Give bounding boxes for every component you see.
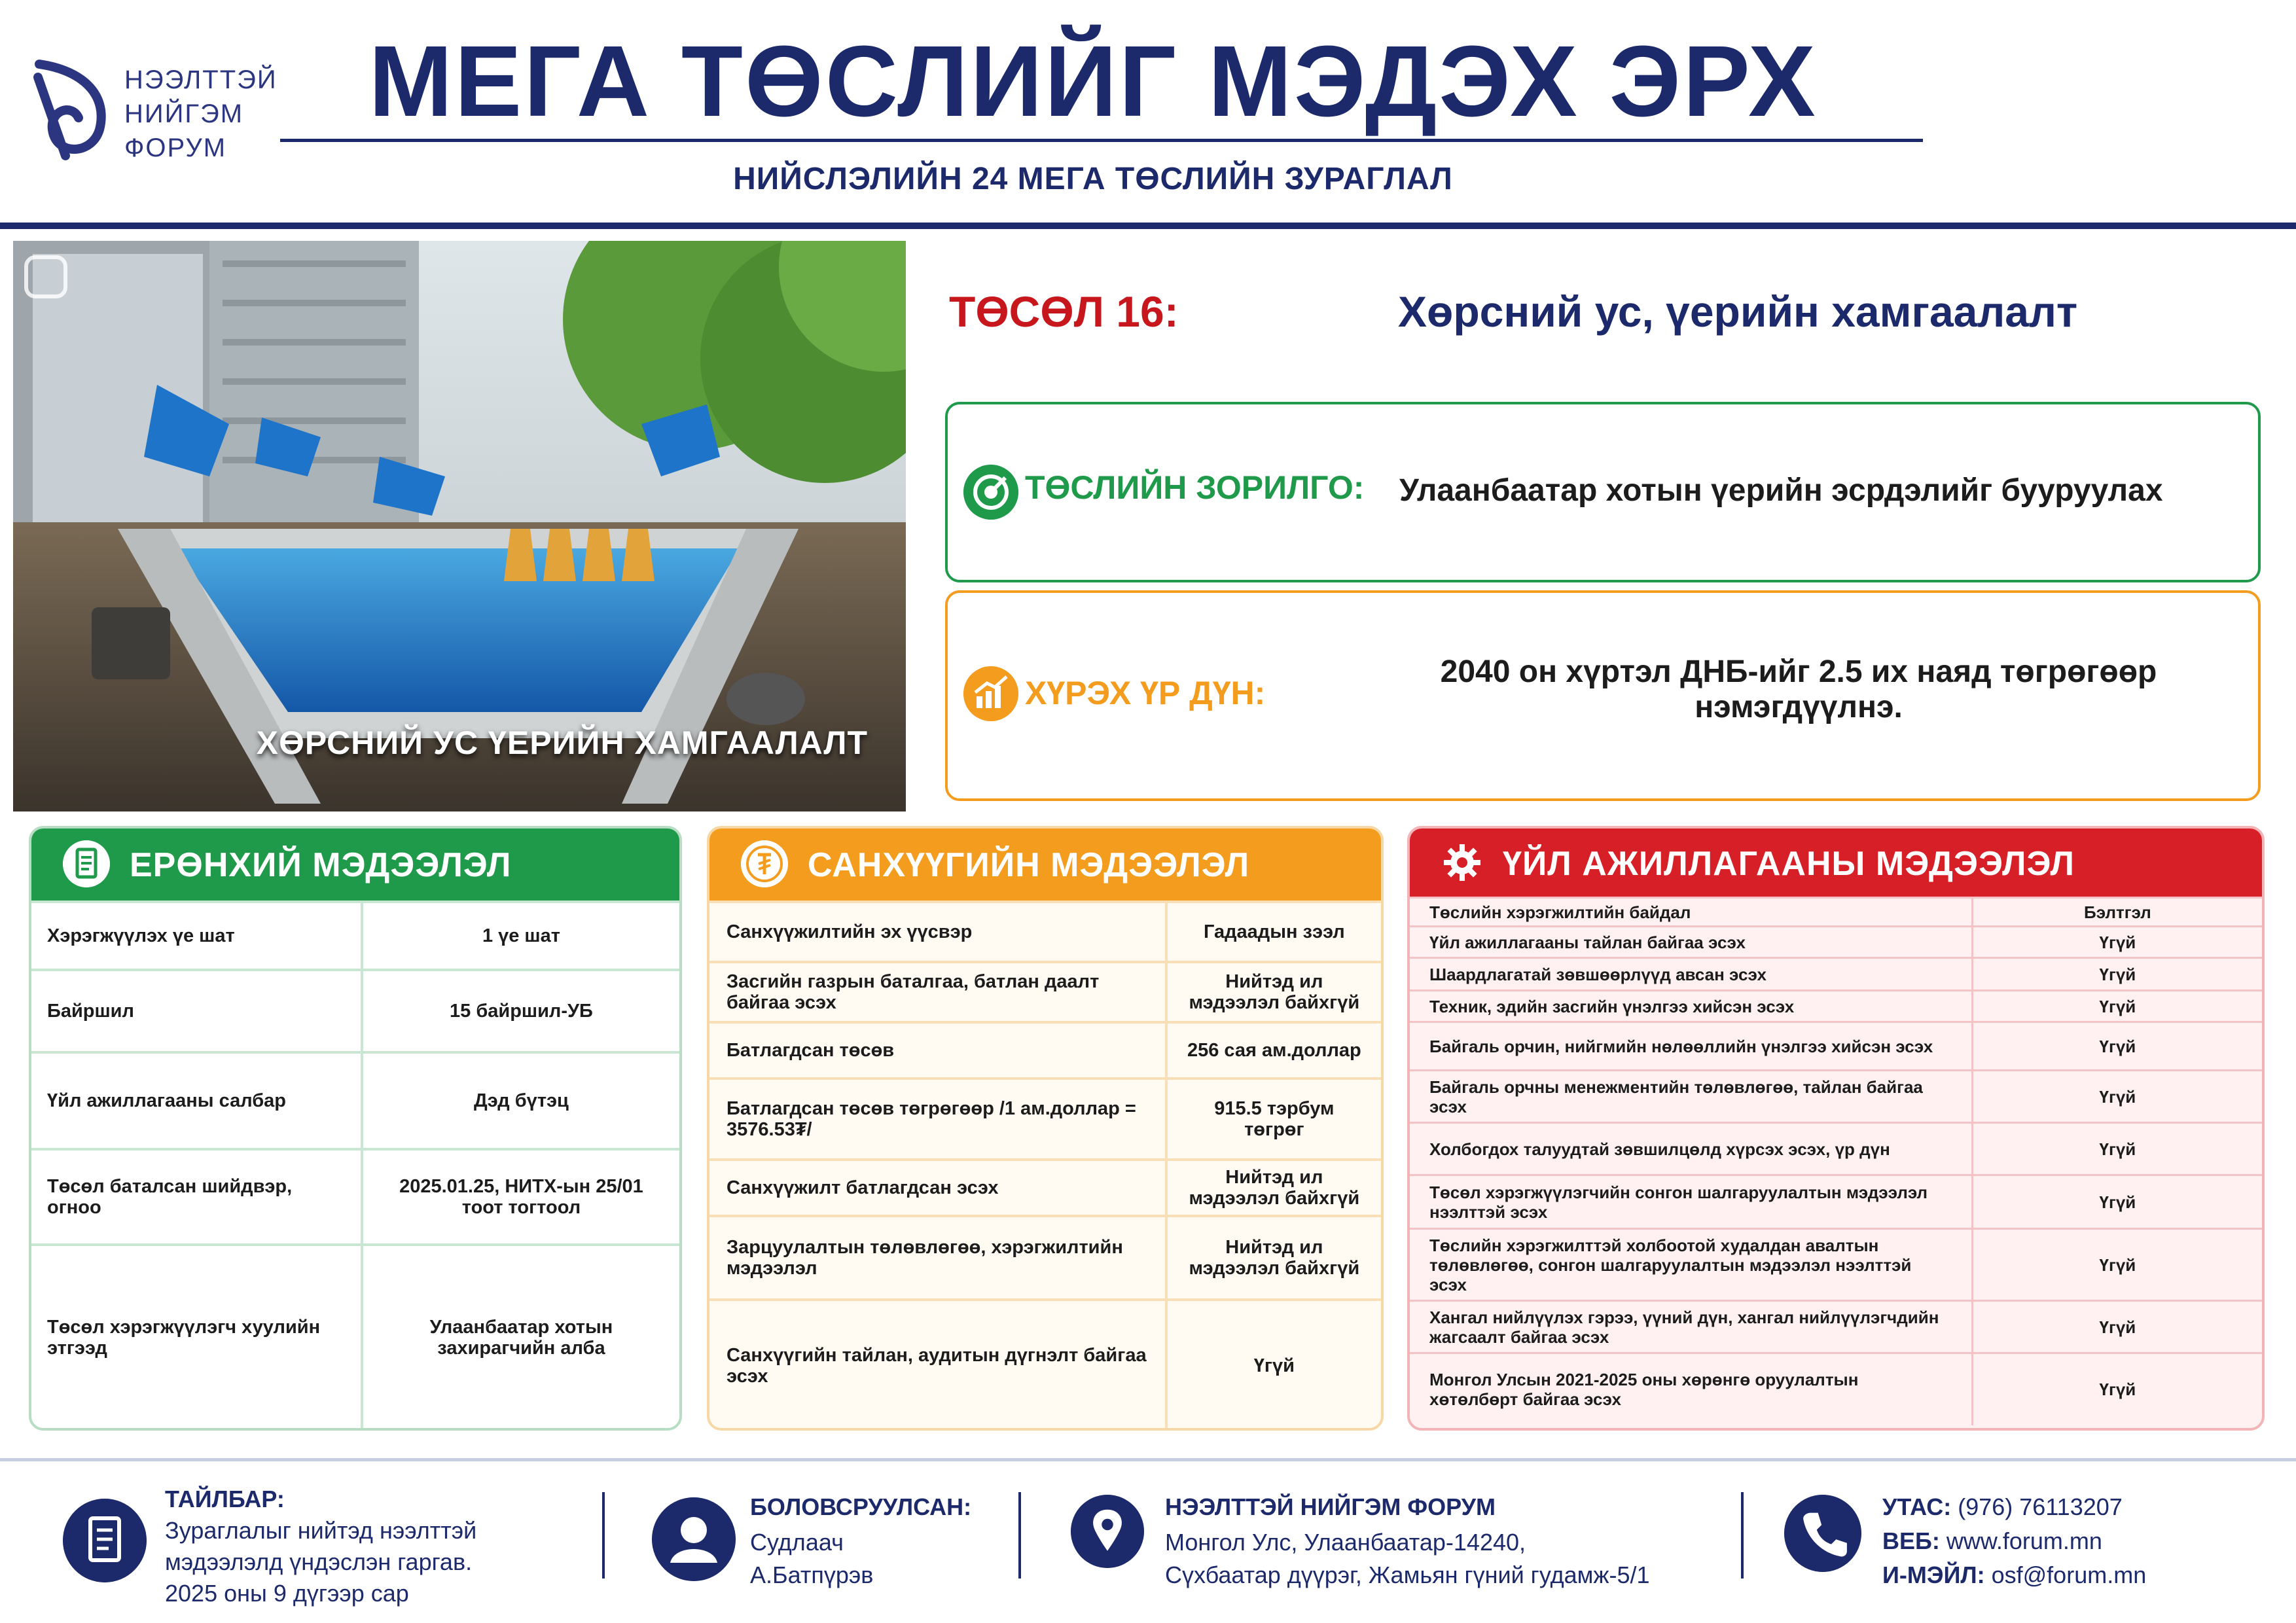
- table-row: [709, 1022, 1381, 1079]
- phone-icon: [1784, 1495, 1861, 1572]
- table-row: [709, 902, 1381, 962]
- row-value: Бэлтгэл: [1972, 898, 2262, 927]
- row-label: Төслийн хэрэгжилтийн байдал: [1410, 898, 1972, 927]
- table-row: [1410, 1353, 2262, 1425]
- row-label: Байгаль орчны менежментийн төлөвлөгөө, тайлан байгаа эсэх: [1410, 1071, 1972, 1123]
- general-info-header: [31, 829, 679, 901]
- finance-info-title: САНХҮҮГИЙН МЭДЭЭЛЭЛ: [808, 846, 1250, 884]
- row-label: Хэрэгжүүлэх үе шат: [31, 902, 362, 970]
- table-row: [709, 1160, 1381, 1216]
- row-label: Төсөл хэрэгжүүлэгчийн сонгон шалгаруулалтын мэдээлэл нээлттэй эсэх: [1410, 1175, 1972, 1229]
- org-line: Монгол Улс, Улаанбаатар-14240,: [1165, 1529, 1526, 1556]
- footer-separator: [1741, 1492, 1744, 1578]
- result-label: ХҮРЭХ ҮР ДҮН:: [1025, 675, 1266, 711]
- row-value: Нийтэд ил мэдээлэл байхгүй: [1166, 1216, 1381, 1300]
- target-icon: [963, 465, 1018, 520]
- table-row: [31, 902, 679, 970]
- activity-info-header: [1410, 829, 2262, 897]
- row-label: Санхүүгийн тайлан, аудитын дүгнэлт байгаа эсэх: [709, 1300, 1166, 1431]
- row-value: 15 байршил-УБ: [362, 970, 679, 1052]
- table-row: [1410, 1229, 2262, 1301]
- email-label: И-МЭЙЛ:: [1882, 1561, 1985, 1588]
- result-line: 2040 он хүртэл ДНБ-ийг 2.5 их наяд төгрөгөөр: [1440, 654, 2157, 689]
- document-icon: [63, 1499, 147, 1582]
- location-pin-icon: [1071, 1495, 1144, 1568]
- table-row: [1410, 991, 2262, 1022]
- org-title: НЭЭЛТТЭЙ НИЙГЭМ ФОРУМ: [1165, 1493, 1496, 1520]
- row-value: 256 сая ам.доллар: [1166, 1022, 1381, 1079]
- org-line: Сүхбаатар дүүрэг, Жамьян гүний гудамж-5/1: [1165, 1561, 1650, 1588]
- row-value: Үгүй: [1972, 1175, 2262, 1229]
- goal-label: ТӨСЛИЙН ЗОРИЛГО:: [1025, 469, 1365, 506]
- user-icon: [652, 1497, 736, 1581]
- gear-icon: [1443, 843, 1482, 882]
- note-title: ТАЙЛБАР:: [165, 1486, 285, 1512]
- project-name: Хөрсний ус, үерийн хамгаалалт: [1398, 287, 2078, 336]
- row-label: Байгаль орчин, нийгмийн нөлөөллийн үнэлгээ хийсэн эсэх: [1410, 1022, 1972, 1071]
- row-value: Дэд бүтэц: [362, 1052, 679, 1149]
- row-value: Үгүй: [1972, 1301, 2262, 1353]
- row-label: Төслийн хэрэгжилттэй холбоотой худалдан авалтын төлөвлөгөө, сонгон шалгаруулалтын мэдээлэл нээлттэй эсэх: [1410, 1229, 1972, 1301]
- goal-value: Улаанбаатар хотын үерийн эсрдэлийг бууруулах: [1399, 473, 2163, 508]
- row-label: Санхүүжилтийн эх үүсвэр: [709, 902, 1166, 962]
- table-row: [1410, 898, 2262, 927]
- result-line: нэмэгдүүлнэ.: [1695, 690, 1903, 724]
- hero-illustration: [13, 241, 906, 812]
- row-label: Батлагдсан төсөв төгрөгөөр /1 ам.доллар = 3576.53₮/: [709, 1079, 1166, 1160]
- row-value: Үгүй: [1972, 1229, 2262, 1301]
- table-row: [709, 1300, 1381, 1431]
- finance-info-table: [709, 901, 1381, 1431]
- row-value: Улаанбаатар хотын захирагчийн алба: [362, 1245, 679, 1429]
- general-info-table: [31, 901, 679, 1429]
- author-line: А.Батпүрэв: [750, 1561, 874, 1588]
- activity-info-title: ҮЙЛ АЖИЛЛАГААНЫ МЭДЭЭЛЭЛ: [1503, 845, 2075, 883]
- phone-value[interactable]: (976) 76113207: [1958, 1493, 2123, 1520]
- row-label: Зарцуулалтын төлөвлөгөө, хэрэгжилтийн мэдээлэл: [709, 1216, 1166, 1300]
- table-row: [31, 970, 679, 1052]
- growth-chart-icon: [963, 666, 1018, 721]
- table-row: [1410, 1301, 2262, 1353]
- author-line: Судлаач: [750, 1529, 844, 1556]
- table-row: [709, 1079, 1381, 1160]
- logo-line: ФОРУМ: [124, 134, 227, 162]
- row-label: Засгийн газрын баталгаа, батлан даалт байгаа эсэх: [709, 962, 1166, 1022]
- row-label: Шаардлагатай зөвшөөрлүүд авсан эсэх: [1410, 958, 1972, 991]
- note-line: Зураглалыг нийтэд нээлттэй: [165, 1517, 477, 1544]
- row-value: Үгүй: [1972, 958, 2262, 991]
- general-info-panel: [29, 826, 682, 1431]
- row-label: Холбогдох талуудтай зөвшилцөлд хүрсэх эсэх, үр дүн: [1410, 1123, 1972, 1175]
- contact-email: [1882, 1561, 2146, 1589]
- row-value: 1 үе шат: [362, 902, 679, 970]
- forum-logo: [26, 58, 111, 162]
- row-value: Үгүй: [1972, 1353, 2262, 1425]
- phone-label: УТАС:: [1882, 1493, 1952, 1520]
- web-label: ВЕБ:: [1882, 1527, 1940, 1554]
- table-row: [1410, 1123, 2262, 1175]
- table-row: [1410, 927, 2262, 958]
- finance-info-panel: [707, 826, 1384, 1431]
- project-result-box: [945, 590, 2261, 801]
- activity-info-table: [1410, 897, 2262, 1425]
- table-row: [31, 1149, 679, 1245]
- table-row: [1410, 1175, 2262, 1229]
- row-value: Үгүй: [1972, 991, 2262, 1022]
- tugrik-coin-icon: [741, 840, 788, 887]
- general-info-title: ЕРӨНХИЙ МЭДЭЭЛЭЛ: [130, 846, 512, 884]
- project-number: ТӨСӨЛ 16:: [949, 287, 1179, 336]
- footer-separator: [1018, 1492, 1021, 1578]
- row-label: Үйл ажиллагааны тайлан байгаа эсэх: [1410, 927, 1972, 958]
- row-value: Нийтэд ил мэдээлэл байхгүй: [1166, 1160, 1381, 1216]
- result-value: [1340, 654, 2257, 725]
- web-link[interactable]: www.forum.mn: [1946, 1527, 2102, 1554]
- title-divider: [280, 139, 1923, 142]
- page-title: МЕГА ТӨСЛИЙГ МЭДЭХ ЭРХ: [368, 25, 1818, 137]
- row-label: Техник, эдийн засгийн үнэлгээ хийсэн эсэх: [1410, 991, 1972, 1022]
- author-title: БОЛОВСРУУЛСАН:: [750, 1493, 972, 1520]
- email-link[interactable]: osf@forum.mn: [1991, 1561, 2147, 1588]
- row-value: Үгүй: [1972, 1123, 2262, 1175]
- hero-caption: ХӨРСНИЙ УС ҮЕРИЙН ХАМГААЛАЛТ: [256, 724, 868, 761]
- finance-info-header: [709, 829, 1381, 901]
- row-value: Үгүй: [1166, 1300, 1381, 1431]
- row-label: Батлагдсан төсөв: [709, 1022, 1166, 1079]
- table-row: [709, 1216, 1381, 1300]
- row-value: Үгүй: [1972, 927, 2262, 958]
- row-value: Үгүй: [1972, 1022, 2262, 1071]
- note-line: 2025 оны 9 дүгээр сар: [165, 1580, 409, 1607]
- row-value: 2025.01.25, НИТХ-ын 25/01 тоот тогтоол: [362, 1149, 679, 1245]
- row-label: Санхүүжилт батлагдсан эсэх: [709, 1160, 1166, 1216]
- table-row: [31, 1245, 679, 1429]
- page-subtitle: НИЙСЛЭЛИЙН 24 МЕГА ТӨСЛИЙН ЗУРАГЛАЛ: [733, 162, 1453, 196]
- row-label: Үйл ажиллагааны салбар: [31, 1052, 362, 1149]
- contact-web: [1882, 1527, 2102, 1555]
- note-line: мэдээлэлд үндэслэн гаргав.: [165, 1548, 473, 1575]
- header-divider: [0, 223, 2296, 229]
- table-row: [1410, 1022, 2262, 1071]
- row-value: 915.5 тэрбум төгрөг: [1166, 1079, 1381, 1160]
- row-label: Төсөл баталсан шийдвэр, огноо: [31, 1149, 362, 1245]
- table-row: [31, 1052, 679, 1149]
- footer-divider: [0, 1458, 2296, 1461]
- logo-line: НЭЭЛТТЭЙ: [124, 65, 278, 94]
- table-row: [709, 962, 1381, 1022]
- project-goal-box: [945, 402, 2261, 582]
- row-label: Хангал нийлүүлэх гэрээ, үүний дүн, хангал нийлүүлэгчдийн жагсаалт байгаа эсэх: [1410, 1301, 1972, 1353]
- contact-phone: [1882, 1493, 2123, 1521]
- activity-info-panel: [1407, 826, 2265, 1431]
- row-value: Нийтэд ил мэдээлэл байхгүй: [1166, 962, 1381, 1022]
- document-icon: [63, 840, 110, 887]
- logo-text: [124, 63, 278, 165]
- table-row: [1410, 1071, 2262, 1123]
- table-row: [1410, 958, 2262, 991]
- footer-separator: [602, 1492, 605, 1578]
- logo-line: НИЙГЭМ: [124, 99, 244, 128]
- row-value: Үгүй: [1972, 1071, 2262, 1123]
- row-value: Гадаадын зээл: [1166, 902, 1381, 962]
- row-label: Байршил: [31, 970, 362, 1052]
- row-label: Монгол Улсын 2021-2025 оны хөрөнгө оруулалтын хөтөлбөрт байгаа эсэх: [1410, 1353, 1972, 1425]
- row-label: Төсөл хэрэгжүүлэгч хуулийн этгээд: [31, 1245, 362, 1429]
